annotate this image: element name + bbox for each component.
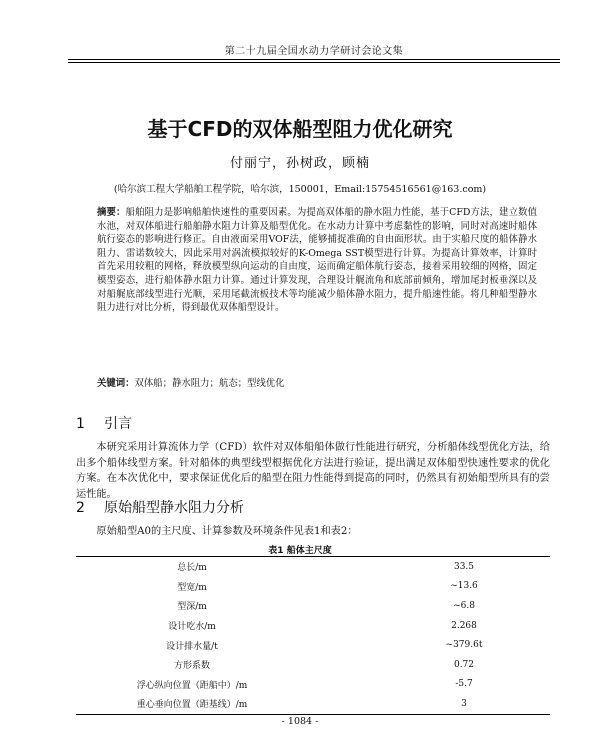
table-row (76, 694, 550, 714)
running-header: 第二十九届全国水动力学研讨会论文集 (224, 46, 404, 57)
table-caption: 表1 船体主尺度 (268, 546, 332, 556)
page-number: - 1084 - (281, 716, 319, 727)
section-1-paragraph: 本研究采用计算流体力学（CFD）软件对双体船船体做行性能进行研究，分析船体线型优化方法，给出多个船体线型方案。针对船体的典型线型根据优化方法进行验证，提出满足双体船型快速性要求的优化方案。在本次优化中，要求保证优化后的船型在阻力性能得到提高的同时，仍然具有初始船型所具有的尝运性能。 (76, 442, 550, 500)
section-number: 1 (76, 416, 85, 432)
param-cell: 总长/m (177, 563, 207, 574)
section-title: 原始船型静水阻力分析 (104, 500, 244, 516)
paper-title: 基于CFD的双体船型阻力优化研究 (147, 117, 453, 141)
table-row (76, 616, 550, 636)
table-row (76, 557, 550, 577)
value-cell: 0.72 (453, 659, 475, 670)
main-dimensions-table (76, 556, 550, 715)
value-cell: -5.7 (455, 679, 473, 690)
table-row (76, 635, 550, 655)
param-cell: 浮心纵向位置（距船中）/m (136, 680, 248, 691)
param-cell: 重心垂向位置（距基线）/m (136, 700, 248, 711)
section-2-paragraph: 原始船型A0的主尺度、计算参数及环境条件见表1和表2： (96, 526, 358, 537)
param-cell: 型深/m (177, 602, 207, 613)
param-cell: 设计排水量/t (166, 641, 218, 652)
abstract-text: 船舶阻力是影响船舶快速性的重要因素。为提高双体船的静水阻力性能，基于CFD方法，建立数值水池，对双体船进行船舶静水阻力计算及船型优化。在水动力计算中考虑黏性的影响，同时对高速时船体航行姿态的影响进行修正。自由液面采用VOF法，能够捕捉准确的自由面形状。由于实船尺度的船体静水阻力、雷诺数较大，因此采用对涡流模拟较好的K-Omega SST模型进行计算。为提高计算效率，计算时首先采用较粗的网格，释放模型纵向运动的自由度，运而确定船体航行姿态，接着采用较细的网格，固定模型姿态，进行船体静水阻力计算。通过计算发现，合理设计艉流角和底部前倾角，增加尾封板垂深以及对船艉底部线型进行光顺，采用尾截流板技术等均能减少船体静水阻力，提升船速性能。将几种船型静水阻力进行对比分析，得到最优双体船型设计。 (97, 207, 537, 314)
value-cell: 2.268 (451, 620, 477, 631)
abstract-label: 摘要： (97, 207, 126, 218)
abstract (97, 206, 537, 315)
section-title: 引言 (104, 416, 132, 432)
affiliation: (哈尔滨工程大学船舶工程学院，哈尔滨，150001，Email:15754516561@163.com) (113, 184, 487, 195)
param-cell: 方形系数 (173, 661, 210, 672)
keywords (97, 375, 537, 389)
header-rule (68, 59, 560, 60)
param-cell: 设计吃水/m (168, 622, 216, 633)
param-cell: 型宽/m (177, 582, 207, 593)
table-row (76, 596, 550, 616)
section-2-heading (76, 497, 244, 517)
value-cell: ~13.6 (450, 581, 478, 592)
table-row (76, 675, 550, 695)
header-rule-thin (68, 62, 560, 63)
value-cell: 33.5 (453, 561, 475, 572)
table-row (76, 655, 550, 675)
authors: 付丽宁，孙树政，顾楠 (229, 156, 370, 171)
keywords-label: 关键词： (97, 378, 135, 389)
table-row (76, 577, 550, 597)
value-cell: 3 (461, 698, 467, 709)
keywords-text: 双体船；静水阻力；航态；型线优化 (134, 378, 285, 389)
value-cell: ~6.8 (453, 600, 475, 611)
section-number: 2 (76, 500, 85, 516)
value-cell: ~379.6t (445, 640, 483, 651)
section-1-heading (76, 413, 132, 433)
